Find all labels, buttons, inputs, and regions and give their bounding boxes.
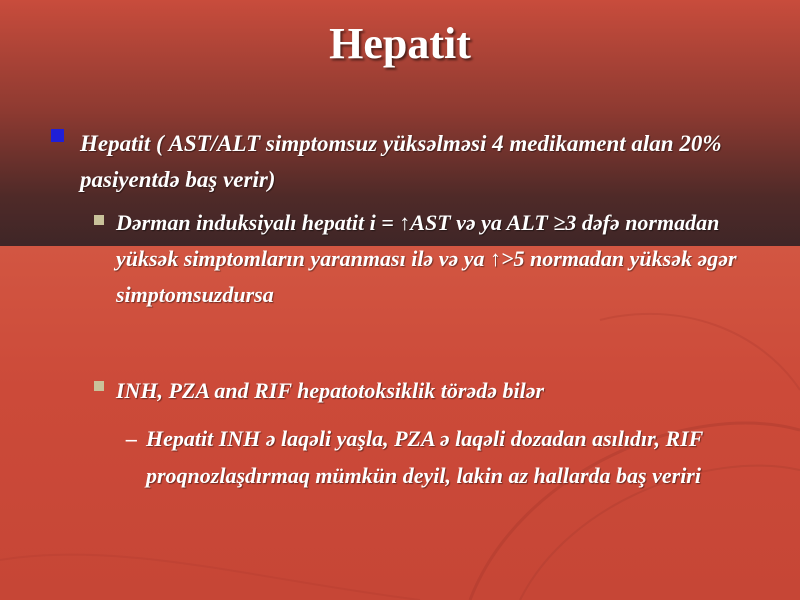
sub-bullet-text-2: INH, PZA and RIF hepatotoksiklik törədə bilər bbox=[116, 378, 545, 403]
bullet-text-1: Hepatit ( AST/ALT simptomsuz yüksəlməsi 4 medikament alan 20% pasiyentdə baş verir) bbox=[80, 131, 722, 192]
dash-bullet-icon: – bbox=[126, 426, 137, 451]
square-bullet-icon bbox=[94, 381, 104, 391]
sub-sub-bullet-text-1: Hepatit INH ə laqəli yaşla, PZA ə laqəli dozadan asılıdır, RIF proqnozlaşdırmaq mümkün deyil, lakin az hallarda baş veriri bbox=[146, 426, 703, 488]
sub-bullet-text-1: Dərman induksiyalı hepatit i = ↑AST və ya ALT ≥3 dəfə normadan yüksək simptomların yaranması ilə və ya ↑>5 normadan yüksək əgər simptomsuzdursa bbox=[116, 210, 737, 307]
square-bullet-icon bbox=[94, 215, 104, 225]
square-bullet-icon bbox=[51, 129, 64, 142]
slide-title: Hepatit bbox=[329, 19, 471, 68]
